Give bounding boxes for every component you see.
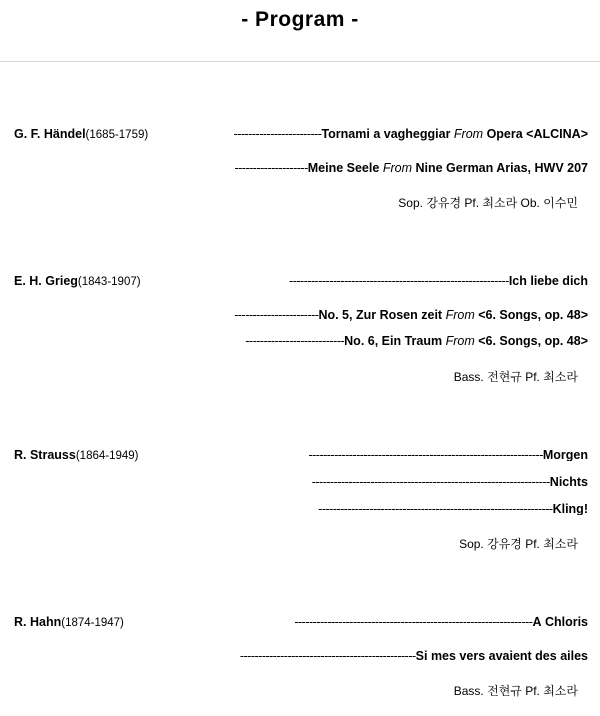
entry-text	[14, 476, 588, 489]
entry-text	[148, 128, 588, 141]
spacer	[14, 662, 588, 682]
entry-text	[14, 162, 588, 175]
spacer	[14, 174, 588, 194]
program-entry	[14, 335, 588, 348]
work-source: Nine German Arias, HWV 207	[415, 161, 588, 174]
spacer	[14, 142, 588, 162]
work-title: Morgen	[542, 448, 588, 461]
work-title: Nichts	[549, 476, 588, 489]
program-entry	[14, 275, 588, 289]
from-label: From	[445, 308, 475, 321]
composer-name: E. H. Grieg(1843-1907)	[14, 274, 141, 288]
work-title: No. 6, Ein Traum	[344, 335, 443, 348]
program-entry	[14, 309, 588, 322]
spacer	[14, 552, 588, 616]
spacer	[14, 385, 588, 449]
program-block	[14, 128, 588, 211]
work-title: Ich liebe dich	[508, 275, 588, 288]
performers: Sop. 강유경 Pf. 최소라	[459, 537, 578, 551]
performers: Bass. 전현규 Pf. 최소라	[453, 369, 578, 384]
program-block	[14, 275, 588, 385]
spacer	[0, 62, 600, 128]
leader-dashes: -----------------------------------------------------------------	[294, 616, 533, 629]
work-title: À Chloris	[532, 616, 588, 629]
program-entry	[14, 162, 588, 175]
spacer	[14, 321, 588, 335]
entry-text	[139, 449, 589, 462]
work-title: No. 5, Zur Rosen zeit	[318, 308, 443, 321]
program-entry	[14, 650, 588, 663]
program-document	[0, 8, 600, 716]
spacer	[14, 489, 588, 503]
leader-dashes: ---------------------------	[245, 335, 345, 348]
entry-text	[14, 650, 588, 663]
program-entry	[14, 476, 588, 489]
composer-years: (1685-1759)	[85, 129, 149, 141]
spacer	[14, 515, 588, 535]
work-title: Kling!	[552, 502, 588, 515]
entry-text	[14, 503, 588, 516]
composer-name: R. Hahn(1874-1947)	[14, 615, 124, 629]
program-list	[0, 128, 600, 699]
spacer	[14, 462, 588, 476]
entry-text	[141, 275, 588, 288]
work-source: <6. Songs, op. 48>	[478, 308, 588, 321]
from-label: From	[453, 128, 484, 141]
spacer	[14, 289, 588, 309]
composer-name: G. F. Händel(1685-1759)	[14, 127, 149, 141]
program-entry	[14, 616, 588, 630]
performers: Bass. 전현규 Pf. 최소라	[453, 684, 578, 698]
from-label: From	[382, 161, 412, 174]
entry-text	[124, 616, 588, 629]
entry-text	[14, 335, 588, 348]
spacer	[14, 630, 588, 650]
program-entry	[14, 128, 588, 142]
composer-name: R. Strauss(1864-1949)	[14, 447, 139, 462]
page-title: - Program -	[241, 8, 359, 31]
spacer	[14, 211, 588, 275]
program-entry	[14, 449, 588, 463]
program-entry	[14, 503, 588, 516]
entry-text	[14, 309, 588, 322]
program-block	[14, 449, 588, 553]
leader-dashes: ------------------------------------------------	[239, 649, 416, 662]
leader-dashes: ------------------------	[233, 128, 322, 141]
performers: Sop. 강유경 Pf. 최소라 Ob. 이수민	[398, 196, 578, 210]
from-label: From	[445, 335, 475, 348]
work-source: <6. Songs, op. 48>	[478, 335, 588, 348]
leader-dashes: ----------------------------------------------------------------	[318, 502, 553, 515]
composer-years: (1864-1949)	[75, 449, 139, 462]
leader-dashes: -----------------------	[234, 308, 319, 321]
leader-dashes: ----------------------------------------------------------------	[308, 448, 543, 461]
work-title: Si mes vers avaient des ailes	[415, 649, 588, 662]
leader-dashes: --------------------	[234, 161, 308, 174]
leader-dashes: ------------------------------------------------------------	[289, 275, 509, 288]
leader-dashes: -----------------------------------------------------------------	[311, 476, 550, 489]
work-title: Meine Seele	[307, 161, 380, 174]
composer-years: (1874-1947)	[61, 617, 124, 629]
composer-years: (1843-1907)	[77, 276, 141, 288]
work-title: Tornami a vagheggiar	[321, 128, 451, 141]
program-block	[14, 616, 588, 699]
spacer	[14, 348, 588, 368]
work-source: Opera <ALCINA>	[486, 128, 588, 141]
